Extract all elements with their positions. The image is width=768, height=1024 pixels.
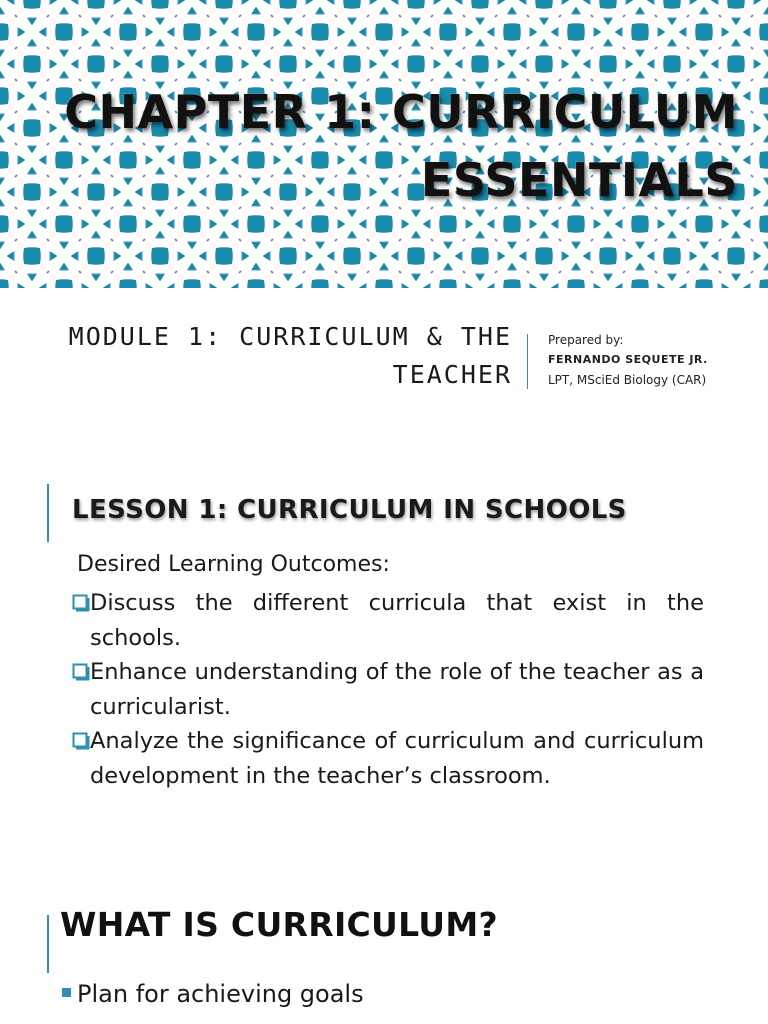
- checkbox-icon: [72, 663, 90, 681]
- outcome-item: [70, 655, 704, 724]
- definition-point-text: Plan for achieving goals: [77, 980, 364, 1008]
- author-name: FERNANDO SEQUETE JR.: [548, 353, 708, 366]
- square-bullet-icon: [62, 988, 71, 997]
- chapter-title-line2: ESSENTIALS: [420, 153, 738, 207]
- definition-point: [62, 980, 364, 1008]
- module-title-line1: MODULE 1: CURRICULUM & THE: [68, 322, 512, 351]
- outcomes-heading: Desired Learning Outcomes:: [77, 552, 390, 577]
- outcome-item: [70, 586, 704, 655]
- outcome-text: Enhance understanding of the role of the teacher as a curricularist.: [90, 659, 704, 720]
- lesson-title: LESSON 1: CURRICULUM IN SCHOOLS: [72, 495, 627, 525]
- checkbox-icon: [72, 732, 90, 750]
- author-block: [548, 330, 708, 390]
- checkbox-icon: [72, 594, 90, 612]
- author-credentials: LPT, MSciEd Biology (CAR): [548, 373, 707, 387]
- title-divider: [527, 334, 528, 389]
- outcome-list: [70, 586, 704, 793]
- module-title: [60, 318, 512, 394]
- outcome-text: Discuss the different curricula that exist in the schools.: [90, 590, 704, 651]
- outcome-item: [70, 724, 704, 793]
- chapter-title-line1: CHAPTER 1: CURRICULUM: [64, 85, 738, 139]
- module-title-line2: TEACHER: [392, 360, 512, 389]
- lesson-accent-bar: [47, 484, 49, 542]
- outcome-text: Analyze the significance of curriculum and curriculum development in the teacher’s classroom.: [90, 728, 704, 789]
- definition-accent-bar: [47, 915, 49, 973]
- prepared-by-label: Prepared by:: [548, 333, 624, 347]
- chapter-title: [64, 78, 738, 214]
- definition-title: WHAT IS CURRICULUM?: [60, 905, 498, 944]
